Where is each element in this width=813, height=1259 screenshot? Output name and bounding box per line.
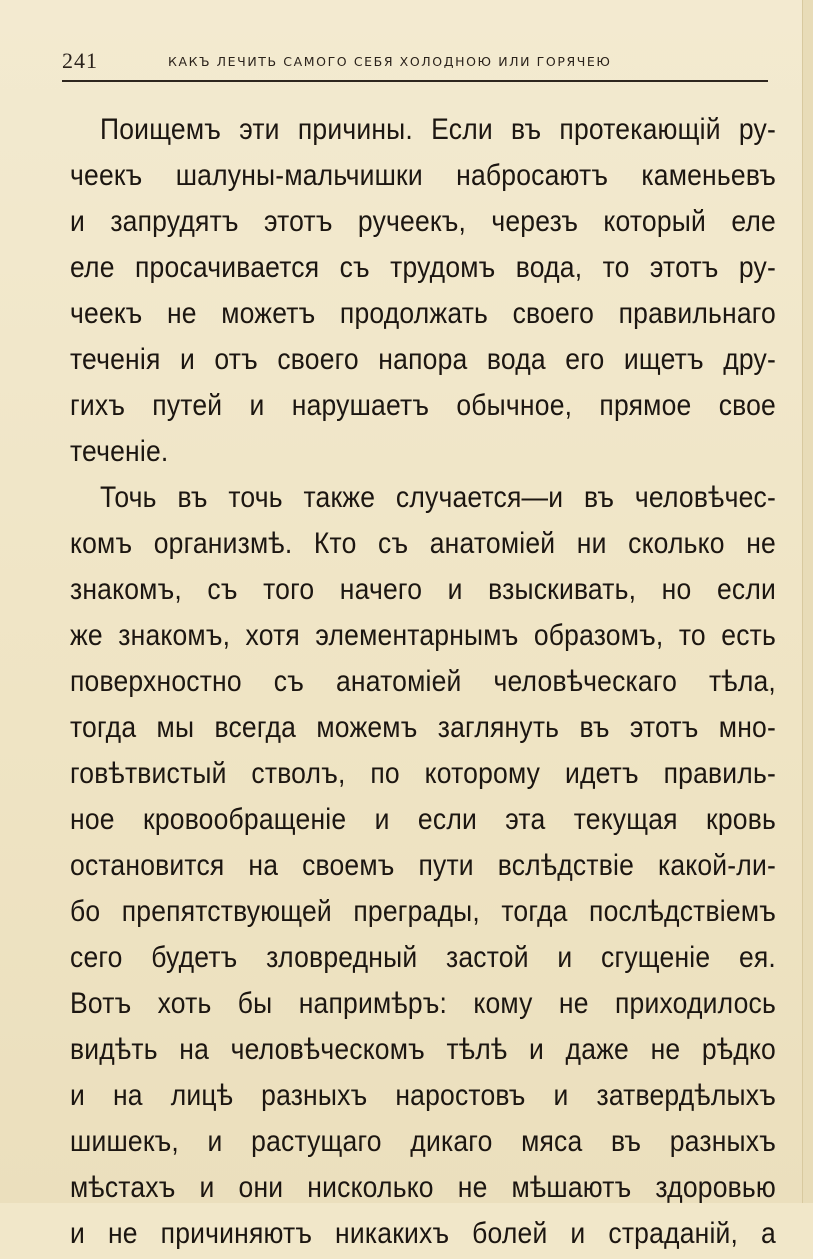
text-line: теченія и отъ своего напора вода его ищетъ дру- <box>70 342 776 376</box>
text-line: чеекъ шалуны-мальчишки набросаютъ каменьевъ <box>70 158 776 192</box>
text-line: Точь въ точь также случается—и въ человѣчес- <box>100 480 776 514</box>
text-line: Вотъ хоть бы напримѣръ: кому не приходилось <box>70 986 776 1020</box>
text-line: бо препятствующей преграды, тогда послѣдствіемъ <box>70 894 776 928</box>
text-line: знакомъ, съ того начего и взыскивать, но если <box>70 572 776 606</box>
text-line: же знакомъ, хотя элементарнымъ образомъ, то есть <box>70 618 776 652</box>
page-edge <box>802 0 813 1203</box>
text-line: еле просачивается съ трудомъ вода, то этотъ ру- <box>70 250 776 284</box>
text-line: шишекъ, и растущаго дикаго мяса въ разныхъ <box>70 1124 776 1158</box>
running-title: КАКЪ ЛЕЧИТЬ САМОГО СЕБЯ ХОЛОДНОЮ ИЛИ ГОРЯЧЕЮ <box>168 54 612 69</box>
text-line: комъ организмѣ. Кто съ анатоміей ни сколько не <box>70 526 776 560</box>
text-line: чеекъ не можетъ продолжать своего правильнаго <box>70 296 776 330</box>
page-header <box>62 42 770 82</box>
text-line: и не причиняютъ никакихъ болей и страданій, а <box>70 1216 776 1250</box>
text-line: сего будетъ зловредный застой и сгущеніе ея. <box>70 940 776 974</box>
text-line: говѣтвистый стволъ, по которому идетъ правиль- <box>70 756 776 790</box>
text-line: и запрудятъ этотъ ручеекъ, черезъ который еле <box>70 204 776 238</box>
page-number: 241 <box>62 48 98 73</box>
text-line: мѣстахъ и они нисколько не мѣшаютъ здоровью <box>70 1170 776 1204</box>
text-line: тогда мы всегда можемъ заглянуть въ этотъ мно- <box>70 710 776 744</box>
text-line: видѣть на человѣческомъ тѣлѣ и даже не рѣдко <box>70 1032 776 1066</box>
body-text <box>70 106 776 1256</box>
text-line: Поищемъ эти причины. Если въ протекающій ру- <box>100 112 776 146</box>
header-rule <box>62 80 768 82</box>
text-line: гихъ путей и нарушаетъ обычное, прямое свое <box>70 388 776 422</box>
text-line: поверхностно съ анатоміей человѣческаго тѣла, <box>70 664 776 698</box>
text-line: теченіе. <box>70 434 169 468</box>
text-line: и на лицѣ разныхъ наростовъ и затвердѣлыхъ <box>70 1078 776 1112</box>
text-line: остановится на своемъ пути вслѣдствіе какой-ли- <box>70 848 776 882</box>
text-line: ное кровообращеніе и если эта текущая кровь <box>70 802 776 836</box>
